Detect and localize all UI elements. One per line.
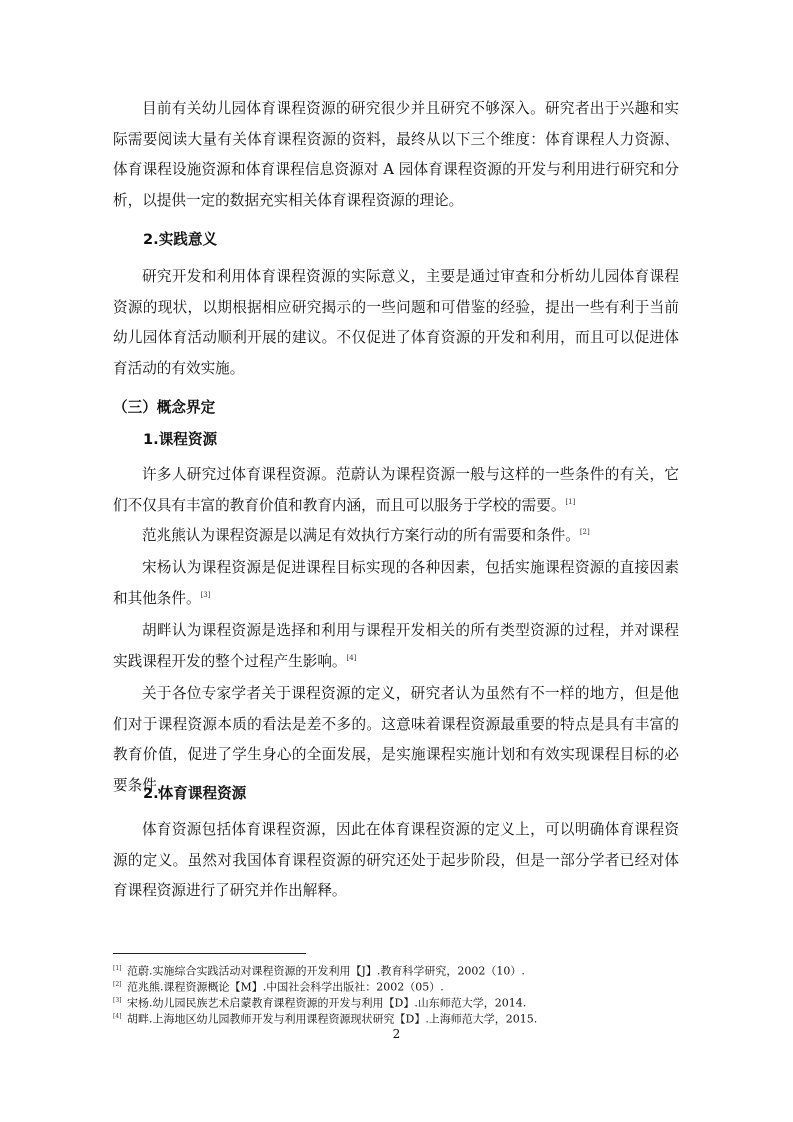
heading-course-resources: 1.课程资源 <box>143 431 218 448</box>
footnote-ref: [1] <box>565 497 576 506</box>
footnote-4 <box>113 1009 537 1027</box>
paragraph-fanzhaoxiong <box>113 521 679 552</box>
footnote-text: 范蔚.实施综合实践活动对课程资源的开发利用【J】.教育科学研究，2002（10）. <box>127 964 525 978</box>
footnote-mark: [2] <box>113 981 122 988</box>
paragraph-practice: 研究开发和利用体育课程资源的实际意义，主要是通过审查和分析幼儿园体育课程资源的现状，以期根据相应研究揭示的一些问题和可借鉴的经验，提出一些有利于当前幼儿园体育活动顺利开展的建议。不仅促进了体育资源的开发和利用，而且可以促进体育活动的有效实施。 <box>113 268 679 377</box>
footnote-mark: [1] <box>113 965 122 972</box>
footnote-2 <box>113 977 444 995</box>
footnote-mark: [3] <box>113 997 122 1004</box>
page-number: 2 <box>392 1027 401 1041</box>
footnote-text: 宋杨.幼儿园民族艺术启蒙教育课程资源的开发与利用【D】.山东师范大学，2014. <box>127 996 527 1010</box>
footnote-text: 范兆熊.课程资源概论【M】.中国社会科学出版社：2002（05）. <box>127 980 444 994</box>
paragraph-text: 胡畔认为课程资源是选择和利用与课程开发相关的所有类型资源的过程，并对课程实践课程开发的整个过程产生影响。 <box>113 622 679 670</box>
paragraph-songyang <box>113 553 679 614</box>
footnote-ref: [4] <box>346 653 357 662</box>
heading-concept-definition: （三）概念界定 <box>113 399 216 416</box>
paragraph-hupan <box>113 616 679 677</box>
footnote-ref: [3] <box>200 590 211 599</box>
paragraph-text: 宋杨认为课程资源是促进课程目标实现的各种因素，包括实施课程资源的直接因素和其他条件。 <box>113 559 679 607</box>
footnote-1 <box>113 961 525 979</box>
footnote-divider <box>113 953 306 954</box>
paragraph-theory: 目前有关幼儿园体育课程资源的研究很少并且研究不够深入。研究者出于兴趣和实际需要阅读大量有关体育课程资源的资料，最终从以下三个维度：体育课程人力资源、体育课程设施资源和体育课程信息资源对 A 园体育课程资源的开发与利用进行研究和分析，以提供一定的数据充实相关体育课程资源的理论。 <box>113 100 679 209</box>
footnote-ref: [2] <box>579 528 590 537</box>
footnote-mark: [4] <box>113 1013 122 1020</box>
paragraph-summary: 关于各位专家学者关于课程资源的定义，研究者认为虽然有不一样的地方，但是他们对于课程资源本质的看法是差不多的。这意味着课程资源最重要的特点是具有丰富的教育价值，促进了学生身心的全面发展，是实施课程实施计划和有效实现课程目标的必要条件， <box>113 685 679 794</box>
paragraph-text: 许多人研究过体育课程资源。范蔚认为课程资源一般与这样的一些条件的有关，它们不仅具有丰富的教育价值和教育内涵，而且可以服务于学校的需要。 <box>113 466 679 514</box>
heading-practical-significance: 2.实践意义 <box>143 231 218 248</box>
paragraph-fanwei <box>113 460 679 521</box>
paragraph-text: 范兆熊认为课程资源是以满足有效执行方案行动的所有需要和条件。 <box>142 527 580 544</box>
footnote-text: 胡畔.上海地区幼儿园教师开发与利用课程资源现状研究【D】.上海师范大学，2015. <box>127 1012 538 1026</box>
paragraph-pe-resources: 体育资源包括体育课程资源，因此在体育课程资源的定义上，可以明确体育课程资源的定义。虽然对我国体育课程资源的研究还处于起步阶段，但是一部分学者已经对体育课程资源进行了研究并作出解释。 <box>113 821 679 899</box>
heading-pe-course-resources: 2.体育课程资源 <box>143 785 247 802</box>
footnote-3 <box>113 993 526 1011</box>
